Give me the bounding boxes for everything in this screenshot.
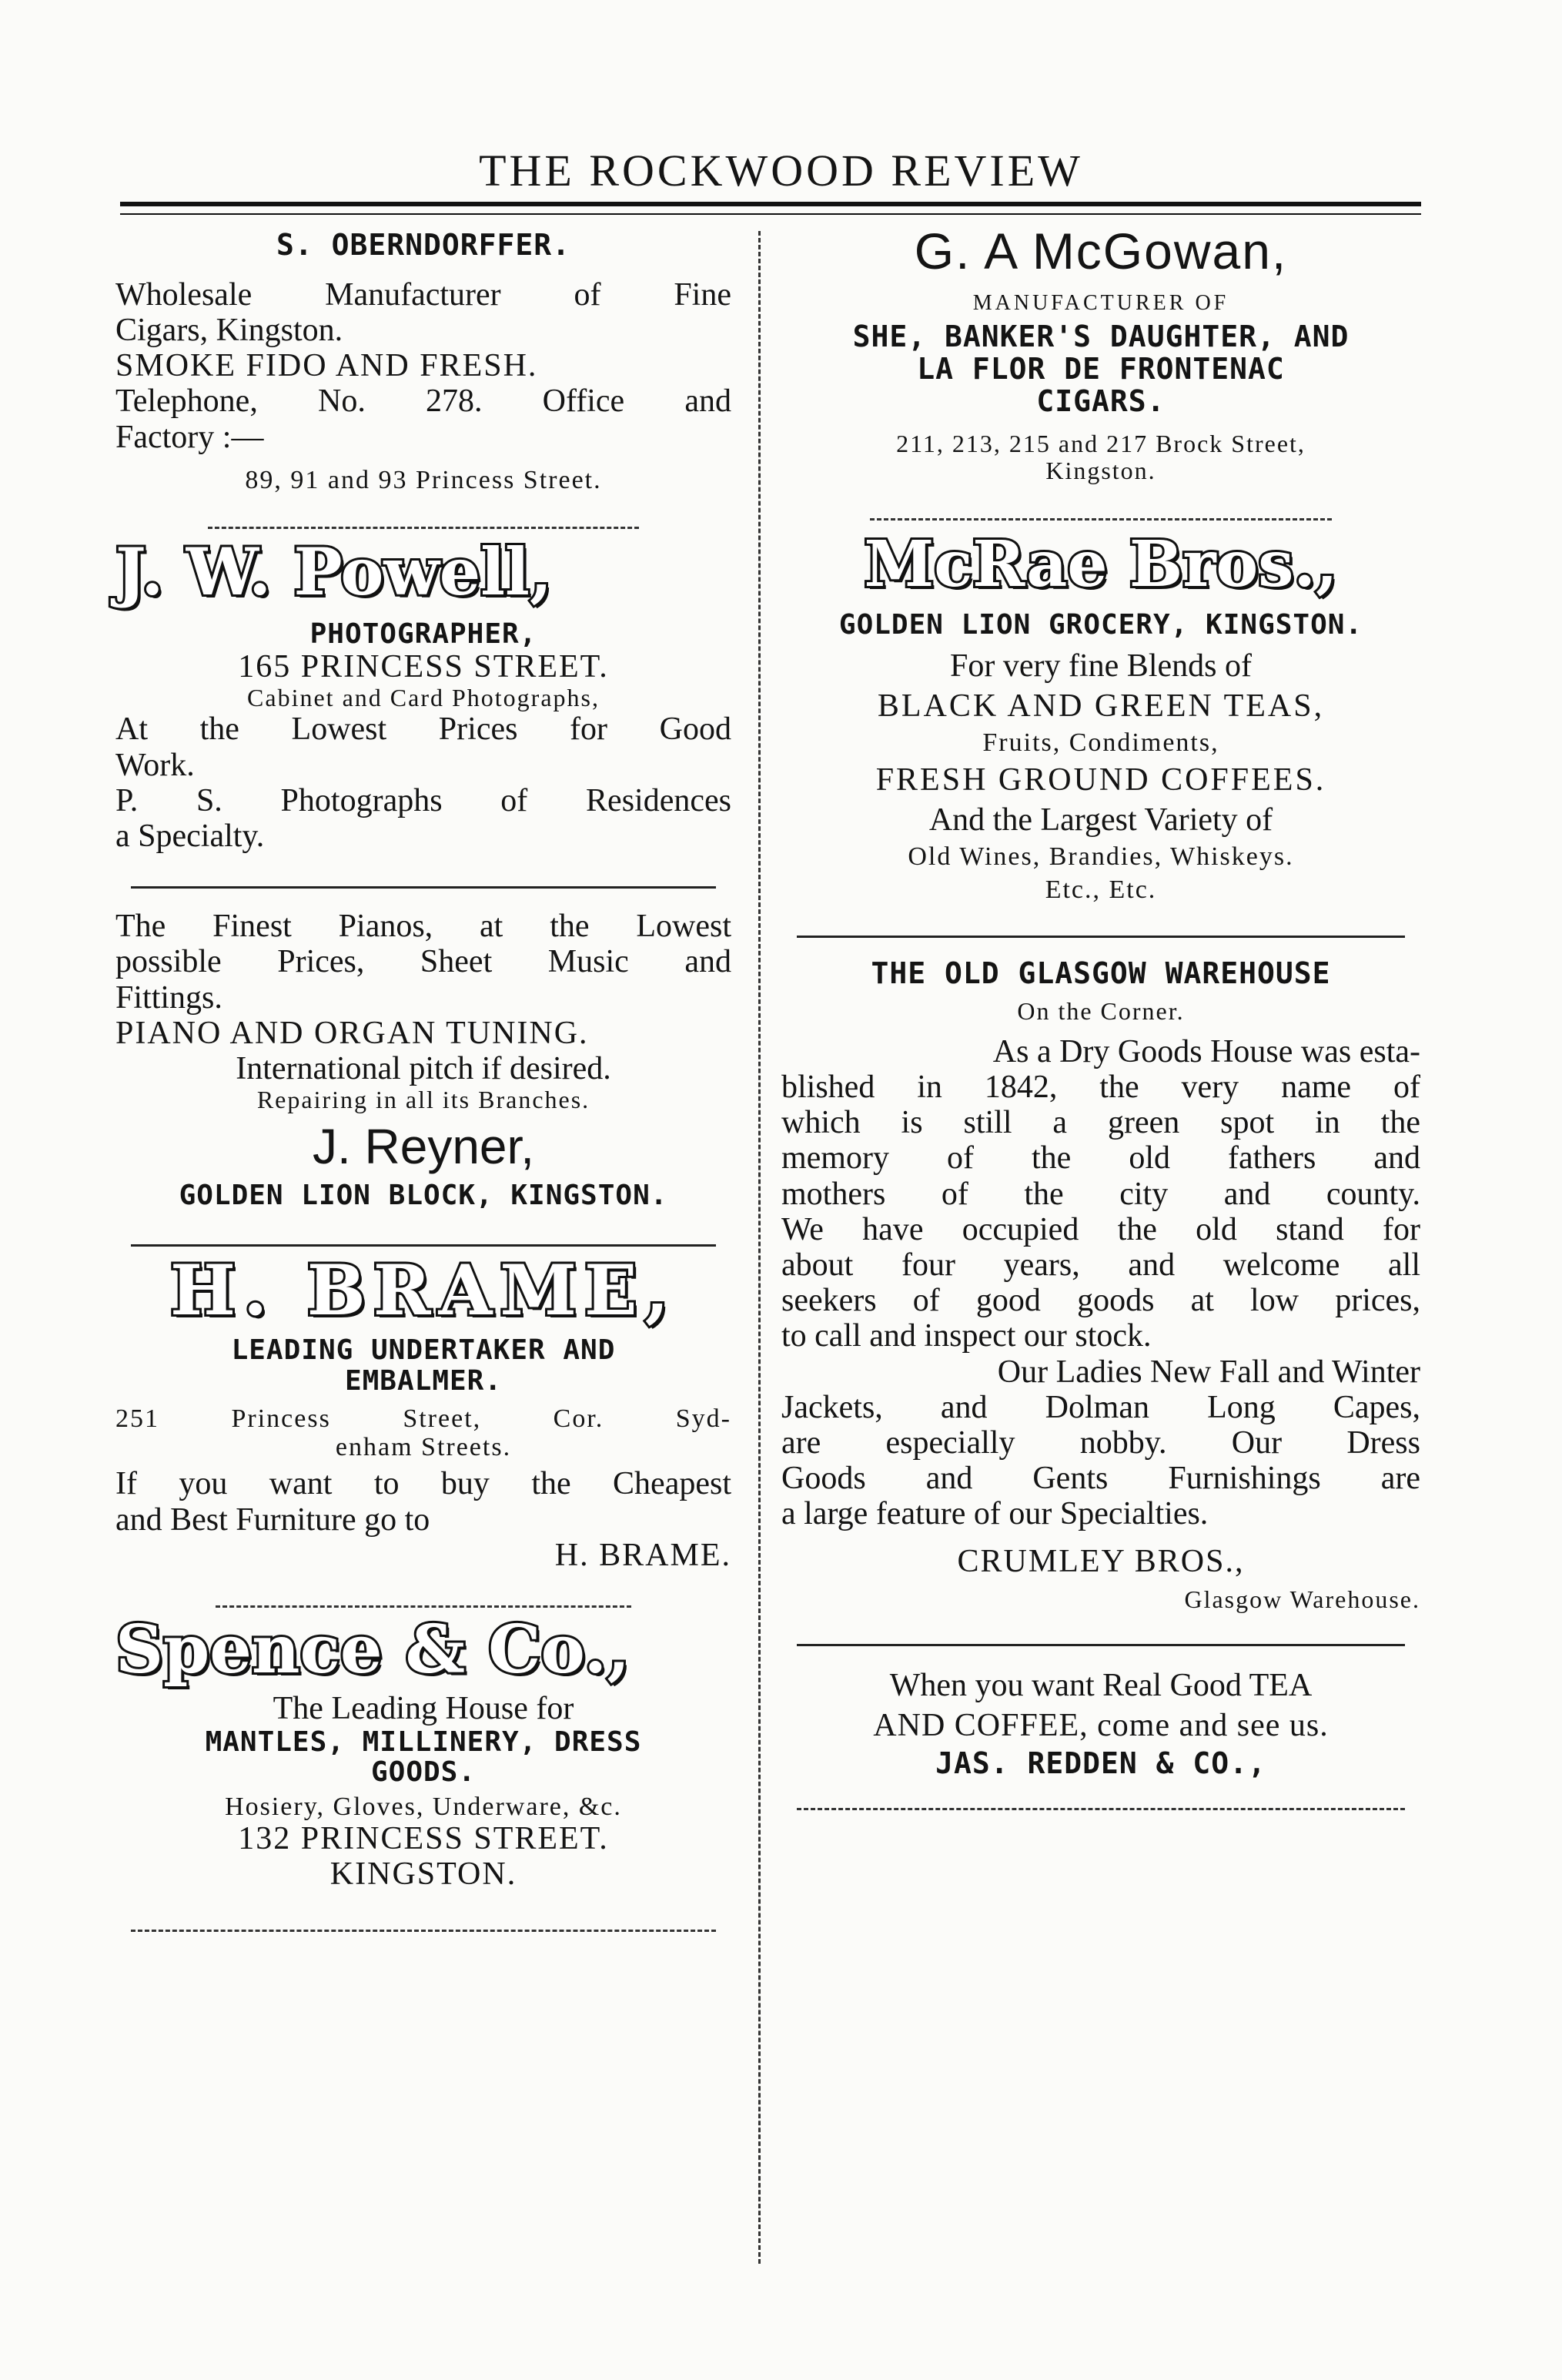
ad-text: And the Largest Variety of bbox=[928, 802, 1273, 838]
ad-text: about four years, and welcome all bbox=[781, 1247, 1420, 1283]
ad-text: Cigars, Kingston. bbox=[115, 312, 343, 348]
ad-signature: CRUMLEY BROS., bbox=[957, 1544, 1245, 1580]
ad-separator bbox=[131, 886, 716, 889]
ad-address: 251 Princess Street, Cor. Syd- bbox=[115, 1404, 731, 1433]
ad-separator bbox=[208, 527, 639, 529]
ad-text: Work. bbox=[115, 747, 195, 783]
ad-name: JAS. REDDEN & CO., bbox=[935, 1746, 1266, 1781]
ad-separator bbox=[131, 1930, 716, 1932]
left-column bbox=[115, 223, 731, 1932]
ad-body bbox=[781, 1034, 1420, 1532]
ad-separator bbox=[216, 1605, 631, 1608]
ad-powell bbox=[115, 534, 731, 889]
ad-text: seekers of good goods at low prices, bbox=[781, 1283, 1420, 1319]
ad-text: which is still a green spot in the bbox=[781, 1105, 1420, 1141]
ad-oberndorffer bbox=[115, 229, 731, 529]
ad-text: If you want to buy the Cheapest bbox=[115, 1466, 731, 1502]
ad-text: Jackets, and Dolman Long Capes, bbox=[781, 1389, 1420, 1425]
ad-text: Telephone, No. 278. Office and bbox=[115, 383, 731, 420]
ad-address: 132 PRINCESS STREET. bbox=[238, 1821, 609, 1857]
ad-text: Old Wines, Brandies, Whiskeys. bbox=[908, 842, 1294, 872]
ad-text: Fittings. bbox=[115, 979, 222, 1016]
column-divider bbox=[758, 231, 761, 2264]
ad-separator bbox=[797, 936, 1405, 938]
ad-name: J. W. Powell, bbox=[115, 534, 553, 611]
ad-separator bbox=[131, 1244, 716, 1247]
header-rule-thin bbox=[120, 213, 1421, 215]
ad-text: Cabinet and Card Photographs, bbox=[247, 684, 600, 712]
ad-text: The Leading House for bbox=[273, 1691, 574, 1727]
ad-address: GOLDEN LION BLOCK, KINGSTON. bbox=[179, 1179, 668, 1211]
right-column bbox=[781, 223, 1420, 1810]
ad-redden bbox=[781, 1668, 1420, 1810]
ad-text: We have occupied the old stand for bbox=[781, 1211, 1420, 1247]
ad-text: LA FLOR DE FRONTENAC bbox=[917, 352, 1285, 387]
ad-text: For very fine Blends of bbox=[950, 648, 1252, 684]
ad-name: S. OBERNDORFFER. bbox=[276, 228, 571, 262]
ad-text: CIGARS. bbox=[1036, 383, 1166, 418]
ad-text: International pitch if desired. bbox=[236, 1050, 611, 1086]
ad-name: McRae Bros., bbox=[864, 527, 1338, 602]
ad-text: Our Ladies New Fall and Winter bbox=[997, 1354, 1420, 1390]
ad-trade: MANUFACTURER OF bbox=[972, 290, 1229, 315]
ad-address: enham Streets. bbox=[335, 1432, 512, 1461]
ad-separator bbox=[870, 518, 1332, 521]
ad-text: PIANO AND ORGAN TUNING. bbox=[115, 1015, 589, 1051]
ad-text: P. S. Photographs of Residences bbox=[115, 782, 731, 818]
ad-trade: LEADING UNDERTAKER AND bbox=[231, 1334, 616, 1367]
ad-signature: Glasgow Warehouse. bbox=[1184, 1585, 1420, 1613]
ad-name: J. Reyner, bbox=[312, 1119, 535, 1175]
ad-name: G. A McGowan, bbox=[914, 223, 1288, 280]
ad-address: 89, 91 and 93 Princess Street. bbox=[245, 465, 602, 494]
ad-text: FRESH GROUND COFFEES. bbox=[875, 762, 1326, 798]
ad-text: At the Lowest Prices for Good bbox=[115, 711, 731, 748]
ad-text: Fruits, Condiments, bbox=[982, 728, 1219, 758]
ad-name: Spence & Co., bbox=[115, 1610, 630, 1689]
ad-text: Hosiery, Gloves, Underware, &c. bbox=[225, 1792, 622, 1821]
ad-text: and Best Furniture go to bbox=[115, 1501, 430, 1538]
ad-tagline: GOLDEN LION GROCERY, KINGSTON. bbox=[838, 609, 1363, 641]
ad-trade: PHOTOGRAPHER, bbox=[309, 618, 537, 650]
ad-reyner bbox=[115, 909, 731, 1247]
ad-text: AND COFFEE, come and see us. bbox=[873, 1708, 1329, 1744]
ad-text: H. BRAME. bbox=[554, 1537, 731, 1573]
ad-mcgowan bbox=[781, 223, 1420, 521]
ad-text: Etc., Etc. bbox=[1045, 875, 1157, 905]
ad-text: memory of the old fathers and bbox=[781, 1140, 1420, 1177]
ad-mcrae bbox=[781, 527, 1420, 938]
ad-address: 165 PRINCESS STREET. bbox=[238, 649, 609, 685]
ad-text: possible Prices, Sheet Music and bbox=[115, 944, 731, 980]
ad-text: blished in 1842, the very name of bbox=[781, 1069, 1420, 1106]
ad-trade: EMBALMER. bbox=[344, 1364, 503, 1397]
header-rule bbox=[120, 202, 1421, 206]
ad-text: Goods and Gents Furnishings are bbox=[781, 1461, 1420, 1497]
ad-text: to call and inspect our stock. bbox=[781, 1318, 1152, 1354]
ad-text: As a Dry Goods House was esta- bbox=[992, 1033, 1420, 1069]
ad-text: a Specialty. bbox=[115, 818, 265, 855]
ad-text: The Finest Pianos, at the Lowest bbox=[115, 909, 731, 945]
ad-separator bbox=[797, 1644, 1405, 1646]
ad-separator bbox=[797, 1808, 1405, 1810]
ad-address: 211, 213, 215 and 217 Brock Street, bbox=[896, 429, 1306, 457]
ad-address: Kingston. bbox=[1045, 456, 1156, 484]
ad-subtitle: On the Corner. bbox=[1017, 996, 1185, 1025]
ad-text: When you want Real Good TEA bbox=[889, 1667, 1313, 1703]
ad-text: Repairing in all its Branches. bbox=[256, 1086, 590, 1114]
running-head: THE ROCKWOOD REVIEW bbox=[479, 146, 1083, 196]
ad-name: H. BRAME, bbox=[170, 1250, 677, 1332]
ad-name: THE OLD GLASGOW WAREHOUSE bbox=[871, 956, 1331, 990]
ad-text: are especially nobby. Our Dress bbox=[781, 1424, 1420, 1461]
ad-text: a large feature of our Specialties. bbox=[781, 1496, 1209, 1532]
ad-address: KINGSTON. bbox=[329, 1856, 517, 1893]
ad-text: MANTLES, MILLINERY, DRESS bbox=[205, 1726, 642, 1758]
ad-text: BLACK AND GREEN TEAS, bbox=[877, 688, 1325, 725]
ad-brame bbox=[115, 1250, 731, 1608]
ad-text: GOODS. bbox=[370, 1756, 477, 1789]
ad-text: Factory :— bbox=[115, 419, 264, 455]
ad-text: SHE, BANKER'S DAUGHTER, AND bbox=[852, 320, 1350, 354]
ad-slogan: SMOKE FIDO AND FRESH. bbox=[115, 348, 538, 384]
ad-spence bbox=[115, 1610, 731, 1932]
ad-glasgow bbox=[781, 958, 1420, 1646]
ad-text: Wholesale Manufacturer of Fine bbox=[115, 276, 731, 313]
ad-text: mothers of the city and county. bbox=[781, 1176, 1420, 1212]
